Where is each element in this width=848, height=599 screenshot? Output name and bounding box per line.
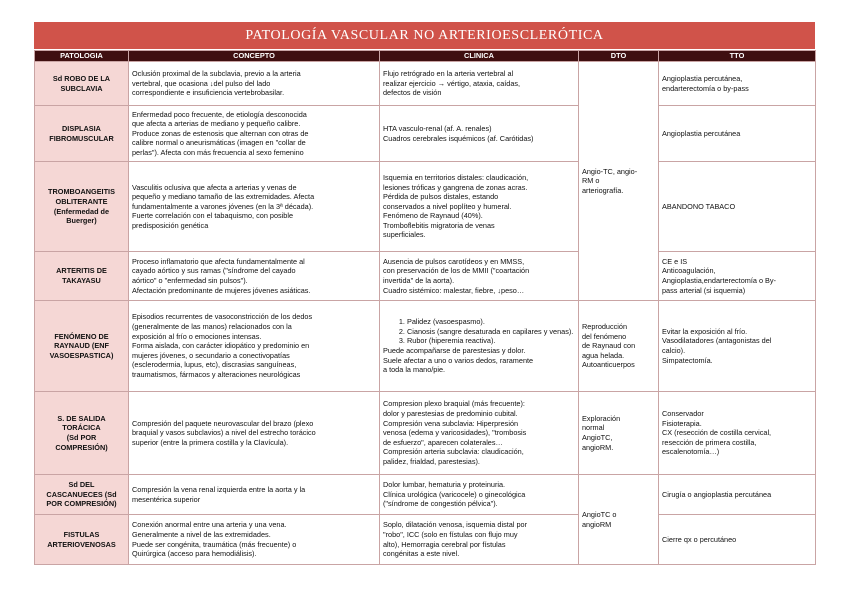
diagnosis-line: Autoanticuerpos: [582, 360, 635, 370]
concept-cell: [129, 162, 380, 252]
clinic-line: con preservación de los de MMII ("coartación: [383, 266, 530, 276]
pathology-line: TORÁCICA: [62, 423, 101, 433]
table-row: [35, 392, 816, 475]
diagnosis-cell: [579, 301, 659, 392]
concept-line: Afectación predominante de mujeres jóvenes asiáticas.: [132, 285, 311, 295]
pathology-cell: [35, 252, 129, 301]
clinic-line: congénitas a este nivel.: [383, 549, 460, 559]
diagnosis-line: RM o: [582, 176, 600, 186]
clinic-line: Clínica urológica (varicocele) o ginecológica: [383, 489, 526, 499]
concept-line: Enfermedad poco frecuente, de etiología desconocida: [132, 109, 307, 119]
header-dto: DTO: [579, 51, 659, 62]
pathology-line: COMPRESIÓN): [55, 442, 108, 452]
treatment-line: Angioplastia percutánea: [662, 128, 741, 138]
clinic-line: venosa (edema y varicosidades), "trombosis: [383, 428, 527, 438]
concept-line: mujeres jóvenes, o secundario a conectivopatías: [132, 350, 290, 360]
concept-cell: [129, 301, 380, 392]
diagnosis-cell: [579, 62, 659, 301]
pathology-line: TAKAYASU: [62, 276, 101, 285]
header-concepto: CONCEPTO: [129, 51, 380, 62]
treatment-line: CX (resección de costilla cervical,: [662, 428, 772, 438]
clinic-line: a toda la mano/pie.: [383, 365, 446, 375]
clinic-cell: [380, 301, 579, 392]
concept-line: (esclerodermia, lupus, etc), discrasias sanguíneas,: [132, 360, 297, 370]
diagnosis-line: de Raynaud con: [582, 341, 636, 351]
pathology-line: S. DE SALIDA: [57, 413, 106, 423]
treatment-cell: [659, 62, 816, 106]
treatment-line: endarterectomía o by-pass: [662, 83, 749, 93]
treatment-cell: [659, 106, 816, 162]
pathology-line: Buerger): [66, 216, 97, 226]
concept-line: (generalmente de las manos) relacionados con la: [132, 322, 292, 332]
treatment-line: Angioplastia,endarterectomía o By-: [662, 276, 776, 285]
concept-line: Conexión anormal entre una arteria y una vena.: [132, 520, 287, 530]
treatment-line: Angioplastia percutánea,: [662, 73, 743, 83]
treatment-line: Simpatectomía.: [662, 355, 713, 365]
header-patologia: PATOLOGIA: [35, 51, 129, 62]
page-title: PATOLOGÍA VASCULAR NO ARTERIOESCLERÓTICA: [34, 22, 815, 49]
concept-line: Episodios recurrentes de vasoconstricción de los dedos: [132, 312, 313, 322]
clinic-line: Compresión arteria subclavia: claudicación,: [383, 447, 524, 457]
table-row: [35, 162, 816, 252]
clinic-line: Cuadros cerebrales isquémicos (af. Carótidas): [383, 133, 534, 143]
concept-cell: [129, 515, 380, 565]
concept-line: braquial y vasos subclavios) a nivel del estrecho torácico: [132, 428, 316, 438]
diagnosis-line: Exploración: [582, 413, 621, 423]
treatment-line: ABANDONO TABACO: [662, 201, 736, 211]
treatment-cell: [659, 252, 816, 301]
clinic-cell: [380, 162, 579, 252]
table-row: [35, 301, 816, 392]
clinic-line: Suele afectar a uno o varios dedos, raramente: [383, 355, 534, 365]
concept-line: correspondiente e insuficiencia vertebrobasilar.: [132, 88, 285, 98]
concept-line: traumatismos, fármacos y alteraciones neurológicas: [132, 369, 301, 379]
pathology-line: OBLITERANTE: [55, 196, 108, 206]
pathology-line: TROMBOANGEITIS: [48, 187, 115, 197]
pathology-cell: [35, 475, 129, 515]
pathology-cell: [35, 162, 129, 252]
concept-line: vertebral, que ocasiona ↓del pulso del lado: [132, 78, 271, 88]
pathology-line: Sd DEL: [68, 480, 95, 490]
treatment-line: CE e IS: [662, 256, 688, 266]
pathology-line: Sd ROBO DE LA: [52, 73, 111, 83]
diagnosis-line: AngioTC,: [582, 433, 613, 442]
concept-line: Quirúrgica (acceso para hemodiálisis).: [132, 549, 257, 559]
concept-line: Puede ser congénita, traumática (más frecuente) o: [132, 539, 297, 549]
clinic-cell: [380, 106, 579, 162]
concept-line: Produce zonas de estenosis que alternan con otras de: [132, 128, 309, 138]
clinic-cell: [380, 392, 579, 475]
clinic-cell: [380, 252, 579, 301]
concept-line: cayado aórtico y sus ramas ("síndrome del cayado: [132, 266, 296, 276]
pathology-line: FISTULAS: [63, 529, 100, 539]
pathology-cell: [35, 301, 129, 392]
treatment-cell: [659, 301, 816, 392]
table-row: [35, 62, 816, 106]
clinic-cell: [380, 475, 579, 515]
pathology-cell: [35, 392, 129, 475]
clinic-line: Ausencia de pulsos carotídeos y en MMSS,: [383, 256, 525, 266]
clinic-line: lesiones tróficas y gangrena de zonas acras.: [383, 182, 528, 192]
treatment-cell: [659, 392, 816, 475]
diagnosis-line: normal: [582, 423, 605, 433]
concept-cell: [129, 475, 380, 515]
treatment-line: resección de primera costilla,: [662, 437, 757, 447]
clinic-line: Tromboflebitis migratoria de venas: [383, 220, 495, 230]
list-item: 3. Rubor (hiperemia reactiva).: [407, 336, 575, 346]
clinic-line: conservados a nivel poplíteo y humeral.: [383, 201, 512, 211]
treatment-line: Anticoagulación,: [662, 266, 716, 276]
clinic-line: Puede acompañarse de parestesias y dolor.: [383, 346, 526, 355]
list-item: 2. Cianosis (sangre desaturada en capilares y venas).: [407, 327, 575, 337]
concept-line: perlas"). Afecta con más frecuencia al sexo femenino: [132, 147, 304, 157]
pathology-line: CASCANUECES (Sd: [46, 489, 117, 499]
clinic-line: Compresión vena subclavia: Hiperpresión: [383, 418, 519, 428]
pathology-line: VASOESPASTICA): [49, 350, 114, 360]
treatment-line: calcio).: [662, 346, 686, 355]
pathology-line: ARTERIOVENOSAS: [47, 539, 116, 549]
treatment-cell: [659, 475, 816, 515]
pathology-line: FIBROMUSCULAR: [49, 133, 114, 143]
concept-line: calibre normal o aneurismáticas (imagen en "collar de: [132, 138, 306, 148]
table-row: [35, 515, 816, 565]
concept-line: Forma aislada, con carácter idiopático y predominio en: [132, 341, 310, 351]
diagnosis-line: angioRM: [582, 519, 612, 529]
treatment-line: Cirugía o angioplastia percutánea: [662, 489, 772, 499]
concept-line: exposición al frío o emociones intensas.: [132, 331, 262, 341]
concept-line: que afecta a arterias de mediano y pequeño calibre.: [132, 119, 301, 129]
clinic-line: invertida" de la aorta).: [383, 276, 455, 285]
clinic-line: dolor y parestesias de predominio cubital.: [383, 409, 518, 419]
pathology-line: POR COMPRESIÓN): [46, 499, 117, 509]
pathology-cell: [35, 515, 129, 565]
clinic-line: palidez, frialdad, parestesias).: [383, 456, 480, 466]
diagnosis-line: agua helada.: [582, 350, 625, 360]
diagnosis-line: AngioTC o: [582, 509, 617, 519]
table-row: [35, 475, 816, 515]
concept-line: Compresión del paquete neurovascular del brazo (plexo: [132, 418, 314, 428]
treatment-line: Evitar la exposición al frío.: [662, 326, 748, 336]
concept-line: pequeño y mediano tamaño de las extremidades. Afecta: [132, 192, 315, 202]
pathology-cell: [35, 62, 129, 106]
concept-cell: [129, 106, 380, 162]
concept-line: Compresión la vena renal izquierda entre la aorta y la: [132, 484, 306, 494]
pathology-line: ARTERITIS DE: [56, 266, 107, 276]
diagnosis-line: Reproducción: [582, 322, 628, 332]
concept-line: aórtico" o "enfermedad sin pulsos").: [132, 276, 248, 285]
clinic-cell: [380, 62, 579, 106]
clinic-line: ("síndrome de congestión pélvica").: [383, 499, 498, 509]
clinic-line: realizar ejercicio → vértigo, ataxia, caídas,: [383, 78, 521, 88]
concept-cell: [129, 62, 380, 106]
clinic-line: Soplo, dilatación venosa, isquemia distal por: [383, 520, 527, 530]
clinic-line: de esfuerzo", aparecen colaterales…: [383, 437, 503, 447]
treatment-line: Cierre qx o percutáneo: [662, 534, 737, 544]
concept-cell: [129, 252, 380, 301]
pathology-line: (Sd POR: [66, 433, 97, 442]
clinic-line: Pérdida de pulsos distales, estando: [383, 192, 499, 202]
concept-cell: [129, 392, 380, 475]
clinic-line: superficiales.: [383, 230, 426, 240]
treatment-cell: [659, 515, 816, 565]
header-row: [35, 51, 816, 62]
concept-line: predisposición genética: [132, 220, 209, 230]
diagnosis-line: angioRM.: [582, 442, 614, 452]
clinic-line: Compresion plexo braquial (más frecuente):: [383, 399, 525, 409]
diagnosis-line: arteriografía.: [582, 185, 624, 195]
treatment-line: Fisioterapia.: [662, 418, 702, 428]
treatment-line: Vasodilatadores (antagonistas del: [662, 336, 772, 346]
clinic-line: Isquemia en territorios distales: claudicación,: [383, 172, 529, 182]
concept-line: Oclusión proximal de la subclavia, previo a la arteria: [132, 69, 301, 79]
clinic-line: alto), Hemorragia cerebral por fístulas: [383, 539, 506, 549]
treatment-cell: [659, 162, 816, 252]
table-row: [35, 252, 816, 301]
clinic-line: Cuadro sistémico: malestar, fiebre, ↓peso…: [383, 285, 525, 295]
concept-line: Vasculitis oclusiva que afecta a arterias y venas de: [132, 182, 297, 192]
clinic-cell: [380, 515, 579, 565]
list-item: 1. Palidez (vasoespasmo).: [407, 317, 575, 327]
clinic-numbered-list: [383, 317, 575, 346]
pathology-line: (Enfermedad de: [53, 206, 110, 216]
header-clinica: CLINICA: [380, 51, 579, 62]
pathology-line: RAYNAUD (ENF: [54, 341, 109, 351]
clinic-line: Dolor lumbar, hematuria y proteinuria.: [383, 480, 506, 490]
concept-line: fundamentalmente a varones jóvenes (en la 3ª década).: [132, 201, 314, 211]
pathology-cell: [35, 106, 129, 162]
diagnosis-line: del fenómeno: [582, 331, 627, 341]
concept-line: Fuerte correlación con el tabaquismo, con posible: [132, 211, 294, 221]
clinic-line: defectos de visión: [383, 88, 442, 98]
clinic-line: "robo", ICC (solo en fístulas con flujo muy: [383, 529, 518, 539]
diagnosis-cell: [579, 475, 659, 565]
pathology-line: SUBCLAVIA: [60, 83, 103, 93]
header-tto: TTO: [659, 51, 816, 62]
concept-line: superior (entre la primera costilla y la Clavícula).: [132, 437, 289, 447]
pathology-line: DISPLASIA: [62, 123, 101, 133]
treatment-line: pass arterial (si isquemia): [662, 285, 746, 295]
diagnosis-line: Angio-TC, angio-: [582, 166, 638, 176]
concept-line: Proceso inflamatorio que afecta fundamentalmente al: [132, 256, 305, 266]
pathology-line: FENÓMENO DE: [54, 331, 109, 341]
clinic-line: HTA vasculo-renal (af. A. renales): [383, 123, 492, 133]
treatment-line: Conservador: [662, 409, 704, 419]
vascular-pathology-table: [34, 50, 816, 565]
table-row: [35, 106, 816, 162]
clinic-line: Flujo retrógrado en la arteria vertebral al: [383, 69, 514, 79]
clinic-line: Fenómeno de Raynaud (40%).: [383, 211, 483, 221]
concept-line: mesentérica superior: [132, 494, 201, 504]
treatment-line: escalenotomía…): [662, 447, 720, 457]
diagnosis-cell: [579, 392, 659, 475]
concept-line: Generalmente a nivel de las extremidades.: [132, 529, 271, 539]
